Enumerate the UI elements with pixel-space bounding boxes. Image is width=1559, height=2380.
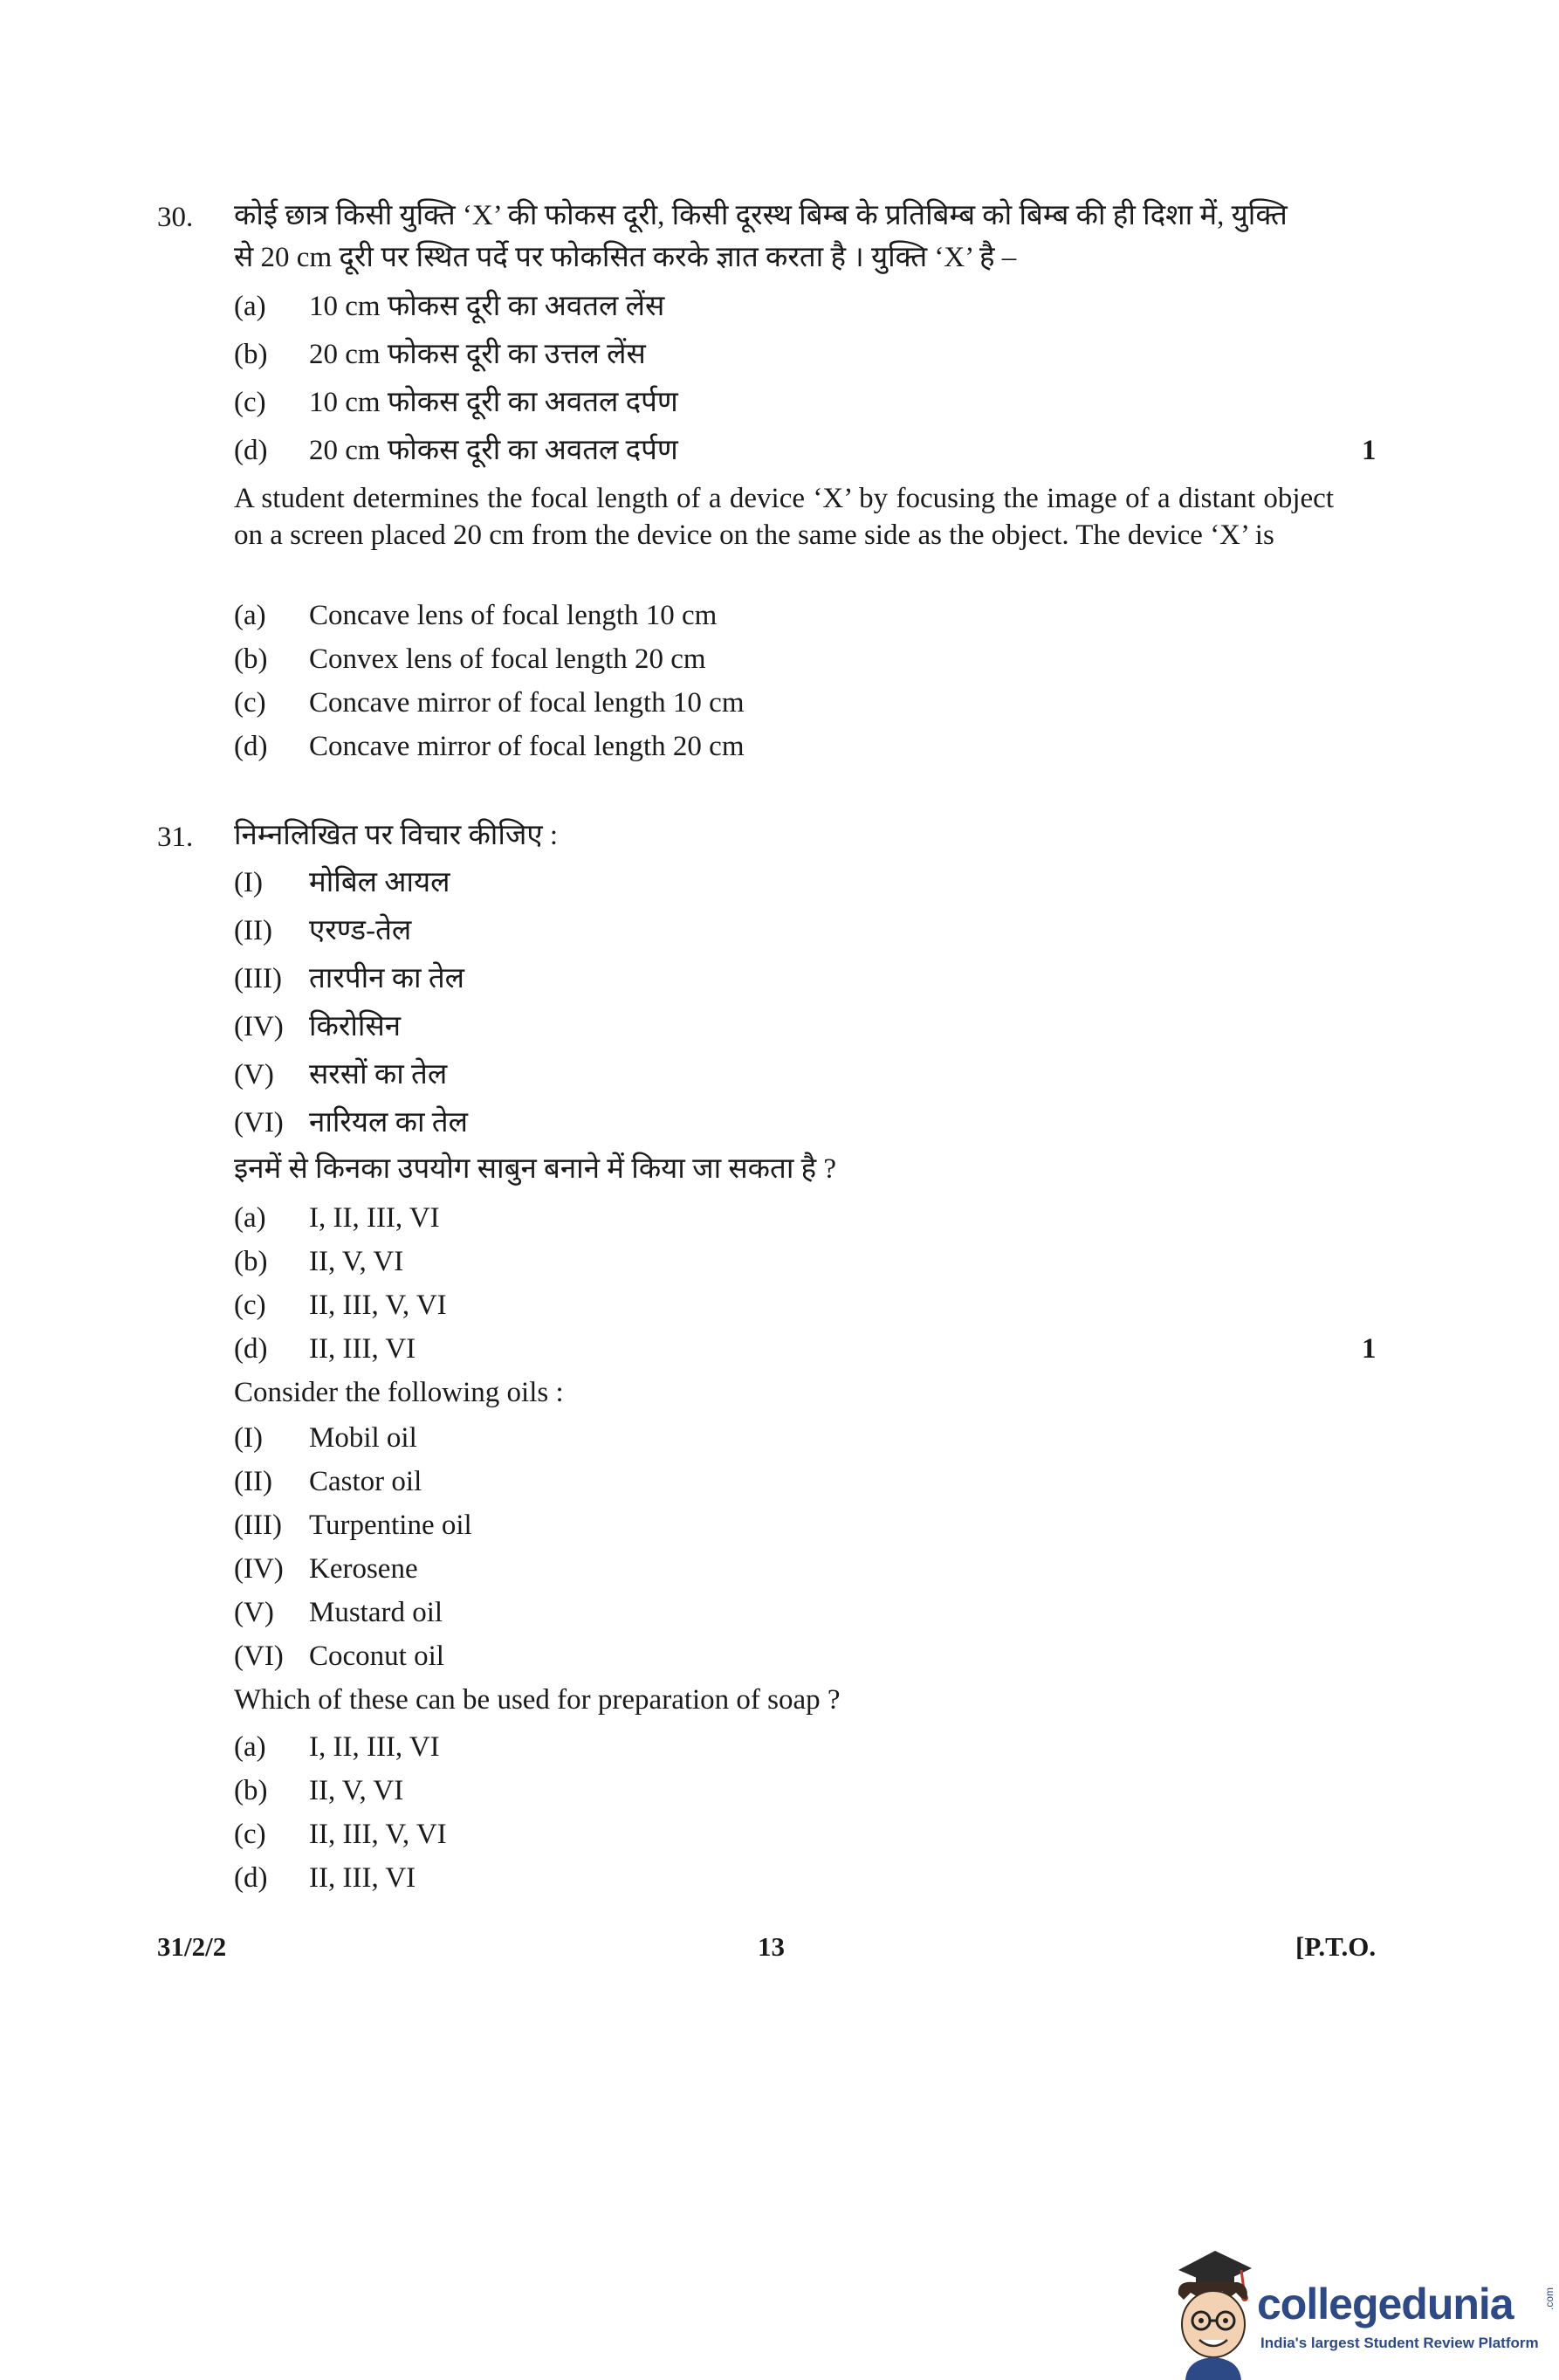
item-text: मोबिल आयल [309,867,450,898]
option-text: I, II, III, VI [309,1731,440,1763]
option-text: II, III, V, VI [309,1290,447,1321]
option-label: (a) [234,1731,266,1763]
item-label: (V) [234,1597,274,1628]
option-label: (b) [234,1246,268,1277]
option-text: II, V, VI [309,1775,404,1806]
item-label: (III) [234,1510,282,1541]
option-label: (c) [234,1819,266,1850]
option-text: Concave mirror of focal length 10 cm [309,687,745,719]
option-text: I, II, III, VI [309,1202,440,1234]
item-text: Coconut oil [309,1641,444,1672]
item-text: एरण्ड-तेल [309,915,412,946]
page-number: 13 [758,1931,785,1962]
brand-domain-suffix: .com [1543,2287,1556,2311]
collegedunia-watermark [1154,2244,1556,2380]
option-label: (c) [234,1290,266,1321]
option-label: (a) [234,600,266,631]
option-text: 20 cm फोकस दूरी का उत्तल लेंस [309,339,646,370]
option-text: II, III, VI [309,1862,416,1894]
please-turn-over: [P.T.O. [1295,1931,1377,1962]
option-label: (c) [234,687,266,719]
option-label: (a) [234,291,266,322]
option-label: (c) [234,387,266,418]
question-31-hindi-intro: निम्नलिखित पर विचार कीजिए : [234,820,559,851]
item-label: (VI) [234,1107,284,1138]
brand-name: collegedunia [1257,2280,1514,2328]
option-text: II, III, VI [309,1333,416,1365]
option-label: (a) [234,1202,266,1234]
option-text: Convex lens of focal length 20 cm [309,643,706,675]
option-text: 10 cm फोकस दूरी का अवतल दर्पण [309,387,678,418]
item-label: (V) [234,1059,274,1090]
question-30-english-text: A student determines the focal length of a device ‘X’ by focusing the image of a distant object on a screen placed 20 cm from the device on the same side as the object. The device ‘X’ is [234,483,1334,551]
item-text: किरोसिन [309,1011,402,1042]
student-mascot-icon [1161,2244,1259,2380]
brand-tagline: India's largest Student Review Platform [1260,2335,1539,2351]
item-label: (IV) [234,1011,284,1042]
item-label: (II) [234,1466,272,1497]
item-label: (VI) [234,1641,284,1672]
item-label: (I) [234,867,263,898]
item-text: Mobil oil [309,1422,417,1454]
question-31-english-question: Which of these can be used for preparation of soap ? [234,1684,841,1716]
item-label: (III) [234,963,282,994]
question-30-hindi-line-2: से 20 cm दूरी पर स्थित पर्दे पर फोकसित करके ज्ञात करता है । युक्ति ‘X’ है – [234,242,1017,273]
option-text: Concave mirror of focal length 20 cm [309,731,745,762]
q31-marks: 1 [1362,1333,1377,1365]
item-label: (II) [234,915,272,946]
option-text: 10 cm फोकस दूरी का अवतल लेंस [309,291,665,322]
item-text: सरसों का तेल [309,1059,448,1090]
paper-code: 31/2/2 [157,1931,227,1962]
option-text: II, III, V, VI [309,1819,447,1850]
item-text: नारियल का तेल [309,1107,468,1138]
question-31-number: 31. [157,822,194,853]
item-text: Kerosene [309,1553,418,1585]
option-label: (d) [234,435,268,466]
option-label: (d) [234,1862,268,1894]
option-label: (b) [234,1775,268,1806]
option-label: (b) [234,339,268,370]
item-text: तारपीन का तेल [309,963,465,994]
question-30-hindi-line-1: कोई छात्र किसी युक्ति ‘X’ की फोकस दूरी, किसी दूरस्थ बिम्ब के प्रतिबिम्ब को बिम्ब की ही दिशा में, युक्ति [234,200,1288,231]
option-text: 20 cm फोकस दूरी का अवतल दर्पण [309,435,678,466]
item-text: Castor oil [309,1466,422,1497]
item-label: (IV) [234,1553,284,1585]
question-31-hindi-question: इनमें से किनका उपयोग साबुन बनाने में किया जा सकता है ? [234,1153,837,1185]
option-label: (d) [234,1333,268,1365]
option-label: (b) [234,643,268,675]
item-label: (I) [234,1422,263,1454]
option-text: Concave lens of focal length 10 cm [309,600,718,631]
question-30-number: 30. [157,202,194,233]
option-text: II, V, VI [309,1246,404,1277]
question-31-english-intro: Consider the following oils : [234,1377,564,1408]
option-label: (d) [234,731,268,762]
item-text: Mustard oil [309,1597,443,1628]
item-text: Turpentine oil [309,1510,472,1541]
q30-marks: 1 [1362,435,1377,466]
